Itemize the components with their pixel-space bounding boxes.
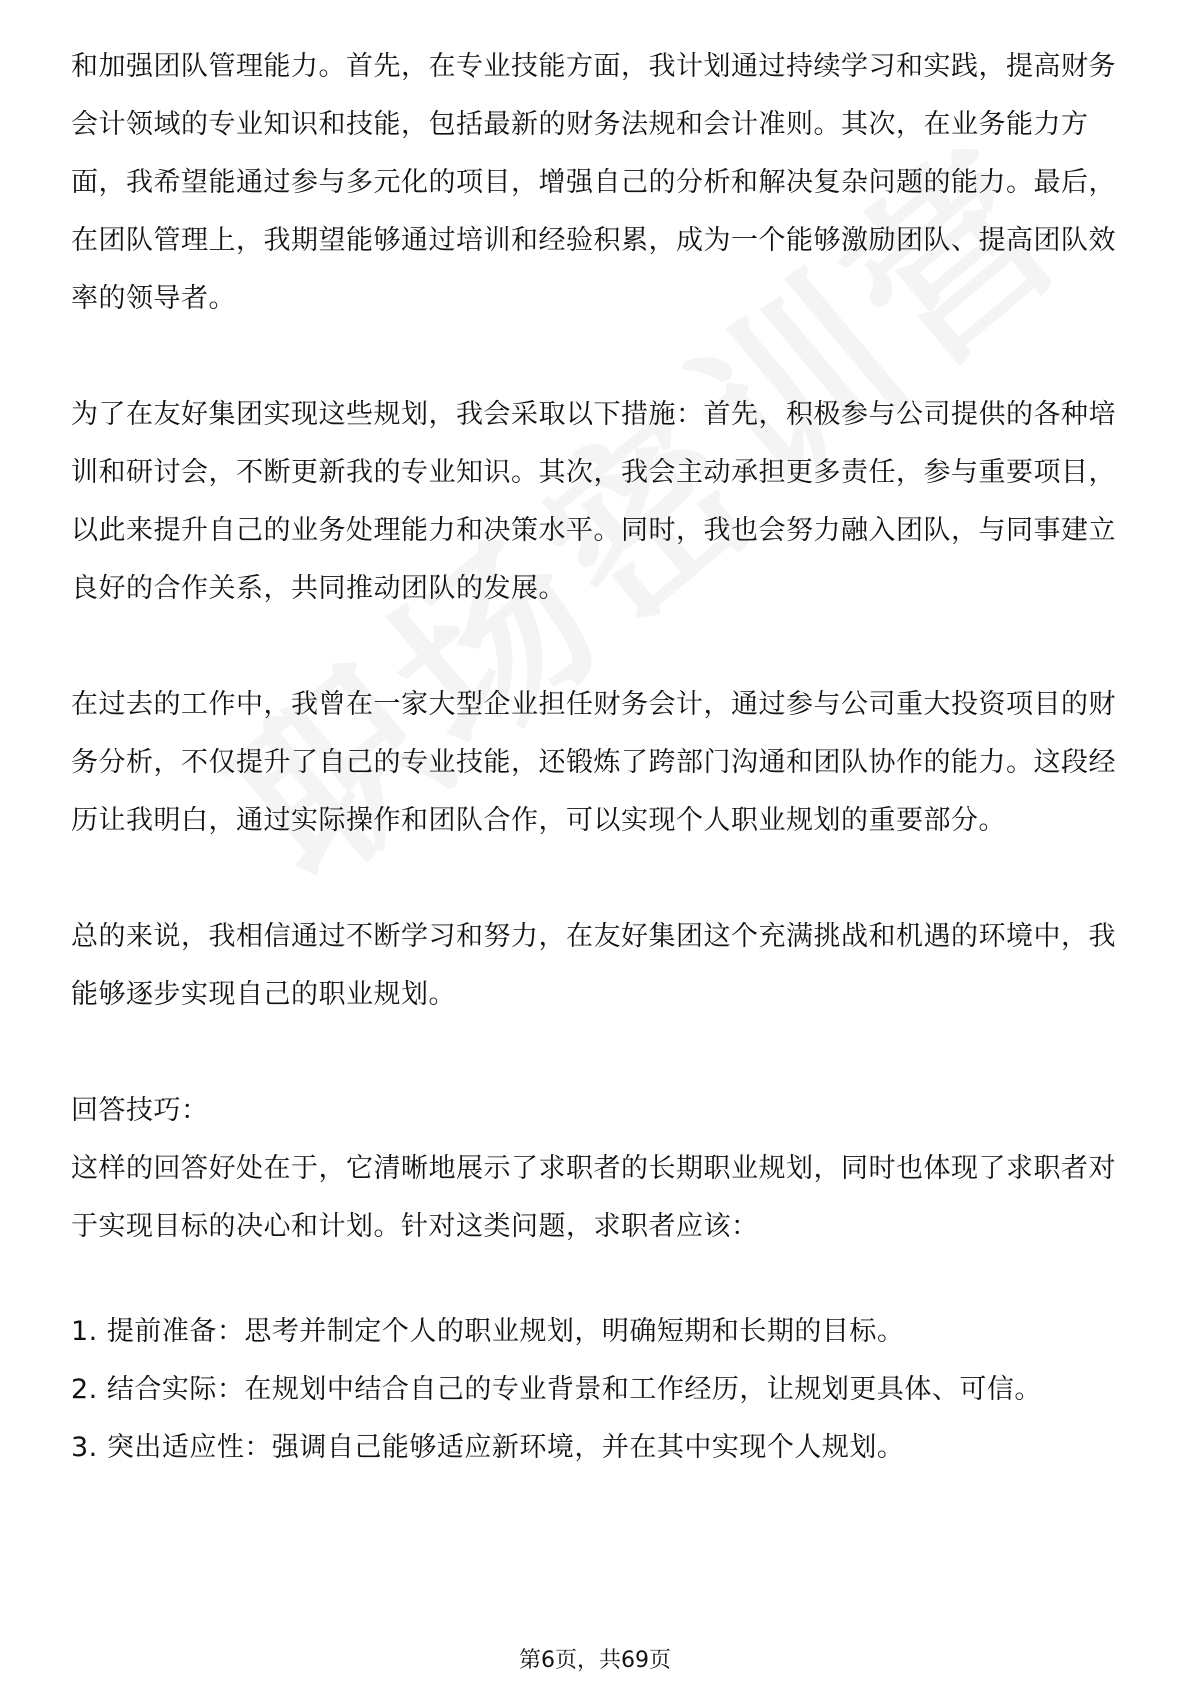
- tips-heading: 回答技巧：: [71, 1095, 209, 1126]
- paragraph-summary: 总的来说，我相信通过不断学习和努力，在友好集团这个充满挑战和机遇的环境中，我能够逐步实现自己的职业规划。: [71, 921, 1116, 1010]
- page-number-footer: 第6页，共69页: [519, 1648, 671, 1673]
- paragraph-gap: [71, 850, 1116, 908]
- tips-list-item: 3. 突出适应性：强调自己能够适应新环境，并在其中实现个人规划。: [71, 1432, 905, 1463]
- tips-list-item: 1. 提前准备：思考并制定个人的职业规划，明确短期和长期的目标。: [71, 1316, 905, 1347]
- paragraph-career-goals: 和加强团队管理能力。首先，在专业技能方面，我计划通过持续学习和实践，提高财务会计领域的专业知识和技能，包括最新的财务法规和会计准则。其次，在业务能力方面，我希望能通过参与多元化的项目，增强自己的分析和解决复杂问题的能力。最后，在团队管理上，我期望能够通过培训和经验积累，成为一个能够激励团队、提高团队效率的领导者。: [71, 51, 1116, 314]
- paragraph-experience: 在过去的工作中，我曾在一家大型企业担任财务会计，通过参与公司重大投资项目的财务分析，不仅提升了自己的专业技能，还锻炼了跨部门沟通和团队协作的能力。这段经历让我明白，通过实际操作和团队合作，可以实现个人职业规划的重要部分。: [71, 689, 1116, 836]
- paragraph-gap: [71, 618, 1116, 676]
- paragraph-gap: [71, 328, 1116, 386]
- tips-intro: 这样的回答好处在于，它清晰地展示了求职者的长期职业规划，同时也体现了求职者对于实现目标的决心和计划。针对这类问题，求职者应该：: [71, 1153, 1116, 1242]
- tips-list-item: 2. 结合实际：在规划中结合自己的专业背景和工作经历，让规划更具体、可信。: [71, 1374, 1042, 1405]
- document-body: [71, 38, 1116, 1477]
- paragraph-gap: [71, 1024, 1116, 1082]
- paragraph-measures: 为了在友好集团实现这些规划，我会采取以下措施：首先，积极参与公司提供的各种培训和研讨会，不断更新我的专业知识。其次，我会主动承担更多责任，参与重要项目，以此来提升自己的业务处理能力和决策水平。同时，我也会努力融入团队，与同事建立良好的合作关系，共同推动团队的发展。: [71, 399, 1116, 604]
- paragraph-gap: [71, 1256, 1116, 1303]
